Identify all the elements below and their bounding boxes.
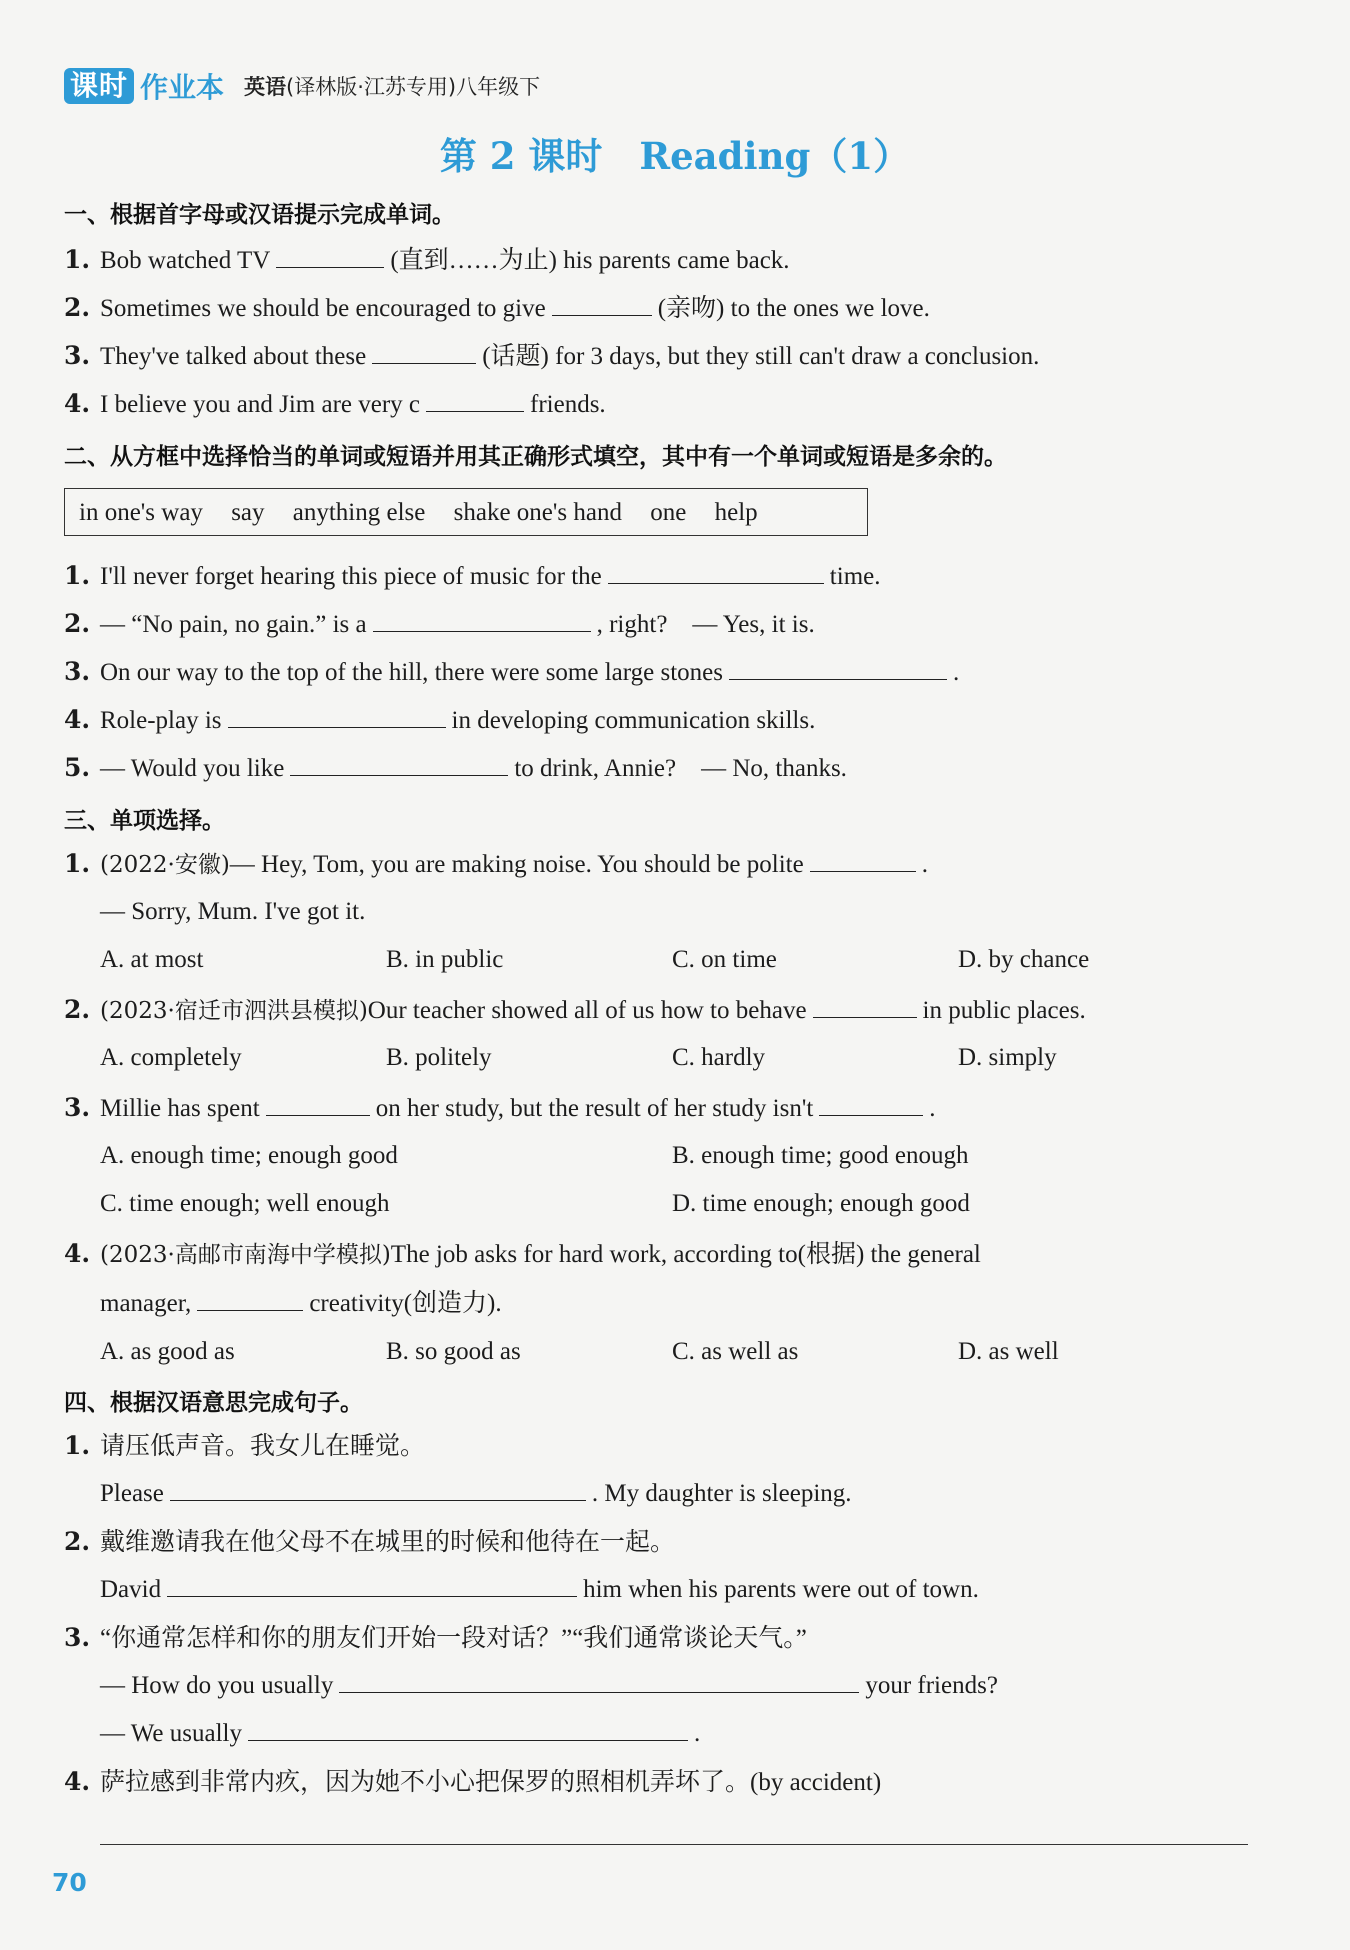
option-c[interactable]: C. on time bbox=[672, 946, 777, 973]
subject-label: 英语(译林版·江苏专用)八年级下 bbox=[244, 75, 541, 99]
s2-question-5: 5. — Would you like to drink, Annie? — No, thanks. bbox=[64, 753, 847, 782]
s4-question-2: 2. 戴维邀请我在他父母不在城里的时候和他待在一起。 bbox=[64, 1527, 676, 1556]
answer-blank[interactable] bbox=[170, 1478, 586, 1501]
section-2-heading: 二、从方框中选择恰当的单词或短语并用其正确形式填空，其中有一个单词或短语是多余的。 bbox=[64, 444, 1007, 470]
option-b[interactable]: B. so good as bbox=[386, 1338, 521, 1365]
s2-question-1: 1. I'll never forget hearing this piece of music for the time. bbox=[64, 561, 881, 590]
answer-blank[interactable] bbox=[729, 657, 947, 680]
option-a[interactable]: A. at most bbox=[100, 946, 204, 973]
page-title: 第 2 课时 Reading（1） bbox=[439, 134, 911, 178]
answer-blank[interactable] bbox=[372, 341, 476, 364]
answer-blank[interactable] bbox=[810, 849, 916, 872]
answer-blank[interactable] bbox=[813, 995, 917, 1018]
option-d[interactable]: D. simply bbox=[958, 1044, 1057, 1071]
s1-question-4: 4. I believe you and Jim are very c friends. bbox=[64, 389, 606, 418]
s1-question-3: 3. They've talked about these (话题) for 3 days, but they still can't draw a conclusion. bbox=[64, 341, 1040, 370]
option-a[interactable]: A. enough time; enough good bbox=[100, 1142, 398, 1169]
option-b[interactable]: B. enough time; good enough bbox=[672, 1142, 969, 1169]
option-d[interactable]: D. time enough; enough good bbox=[672, 1190, 970, 1217]
option-c[interactable]: C. as well as bbox=[672, 1338, 799, 1365]
header bbox=[64, 66, 540, 106]
section-3-heading: 三、单项选择。 bbox=[64, 808, 225, 834]
s4-question-4: 4. 萨拉感到非常内疚，因为她不小心把保罗的照相机弄坏了。(by accident) bbox=[64, 1767, 882, 1796]
s3-q4-continued: manager, creativity(创造力). bbox=[100, 1290, 502, 1317]
option-b[interactable]: B. in public bbox=[386, 946, 504, 973]
page-number: 70 bbox=[52, 1868, 87, 1897]
answer-writing-line[interactable] bbox=[100, 1844, 1248, 1845]
s2-question-2: 2. — “No pain, no gain.” is a , right? — Yes, it is. bbox=[64, 609, 815, 638]
word-bank-item: one bbox=[650, 499, 687, 526]
answer-blank[interactable] bbox=[167, 1574, 577, 1597]
word-bank-box bbox=[64, 488, 868, 536]
word-bank-item: shake one's hand bbox=[453, 499, 622, 526]
option-d[interactable]: D. by chance bbox=[958, 946, 1090, 973]
word-bank-item: help bbox=[714, 499, 758, 526]
answer-blank[interactable] bbox=[819, 1093, 923, 1116]
s1-question-2: 2. Sometimes we should be encouraged to give (亲吻) to the ones we love. bbox=[64, 293, 930, 322]
s2-question-4: 4. Role-play is in developing communication skills. bbox=[64, 705, 816, 734]
s3-q1-reply: — Sorry, Mum. I've got it. bbox=[100, 898, 366, 925]
answer-blank[interactable] bbox=[552, 293, 652, 316]
option-c[interactable]: C. time enough; well enough bbox=[100, 1190, 390, 1217]
answer-blank[interactable] bbox=[339, 1670, 859, 1693]
s4-q3-answer-line-1: — How do you usually your friends? bbox=[100, 1672, 998, 1699]
option-a[interactable]: A. as good as bbox=[100, 1338, 235, 1365]
s4-q1-answer-line: Please . My daughter is sleeping. bbox=[100, 1480, 852, 1507]
s3-question-4: 4. (2023·高邮市南海中学模拟)The job asks for hard work, according to(根据) the general bbox=[64, 1239, 981, 1268]
s4-question-3: 3. “你通常怎样和你的朋友们开始一段对话？”“我们通常谈论天气。” bbox=[64, 1623, 807, 1652]
s4-q2-answer-line: David him when his parents were out of town. bbox=[100, 1576, 979, 1603]
s4-q3-answer-line-2: — We usually . bbox=[100, 1720, 701, 1747]
answer-blank[interactable] bbox=[276, 245, 384, 268]
brand-text: 作业本 bbox=[140, 71, 225, 104]
s1-question-1: 1. Bob watched TV (直到……为止) his parents came back. bbox=[64, 245, 790, 274]
option-d[interactable]: D. as well bbox=[958, 1338, 1059, 1365]
answer-blank[interactable] bbox=[290, 753, 508, 776]
section-4-heading: 四、根据汉语意思完成句子。 bbox=[64, 1390, 363, 1416]
option-a[interactable]: A. completely bbox=[100, 1044, 242, 1071]
option-b[interactable]: B. politely bbox=[386, 1044, 492, 1071]
s4-question-1: 1. 请压低声音。我女儿在睡觉。 bbox=[64, 1431, 426, 1460]
s3-question-1: 1. (2022·安徽)— Hey, Tom, you are making noise. You should be polite . bbox=[64, 849, 928, 878]
answer-blank[interactable] bbox=[373, 609, 591, 632]
answer-blank[interactable] bbox=[197, 1288, 303, 1311]
brand-logo: 课时 bbox=[64, 68, 134, 104]
answer-blank[interactable] bbox=[266, 1093, 370, 1116]
s3-question-3: 3. Millie has spent on her study, but the result of her study isn't . bbox=[64, 1093, 936, 1122]
option-c[interactable]: C. hardly bbox=[672, 1044, 766, 1071]
answer-blank[interactable] bbox=[608, 561, 824, 584]
answer-blank[interactable] bbox=[228, 705, 446, 728]
answer-blank[interactable] bbox=[248, 1718, 688, 1741]
s2-question-3: 3. On our way to the top of the hill, there were some large stones . bbox=[64, 657, 960, 686]
s3-question-2: 2. (2023·宿迁市泗洪县模拟)Our teacher showed all of us how to behave in public places. bbox=[64, 995, 1086, 1024]
word-bank-item: anything else bbox=[292, 499, 426, 526]
word-bank-item: say bbox=[231, 499, 265, 526]
word-bank-item: in one's way bbox=[79, 499, 203, 526]
answer-blank[interactable] bbox=[426, 389, 524, 412]
section-1-heading: 一、根据首字母或汉语提示完成单词。 bbox=[64, 202, 455, 228]
